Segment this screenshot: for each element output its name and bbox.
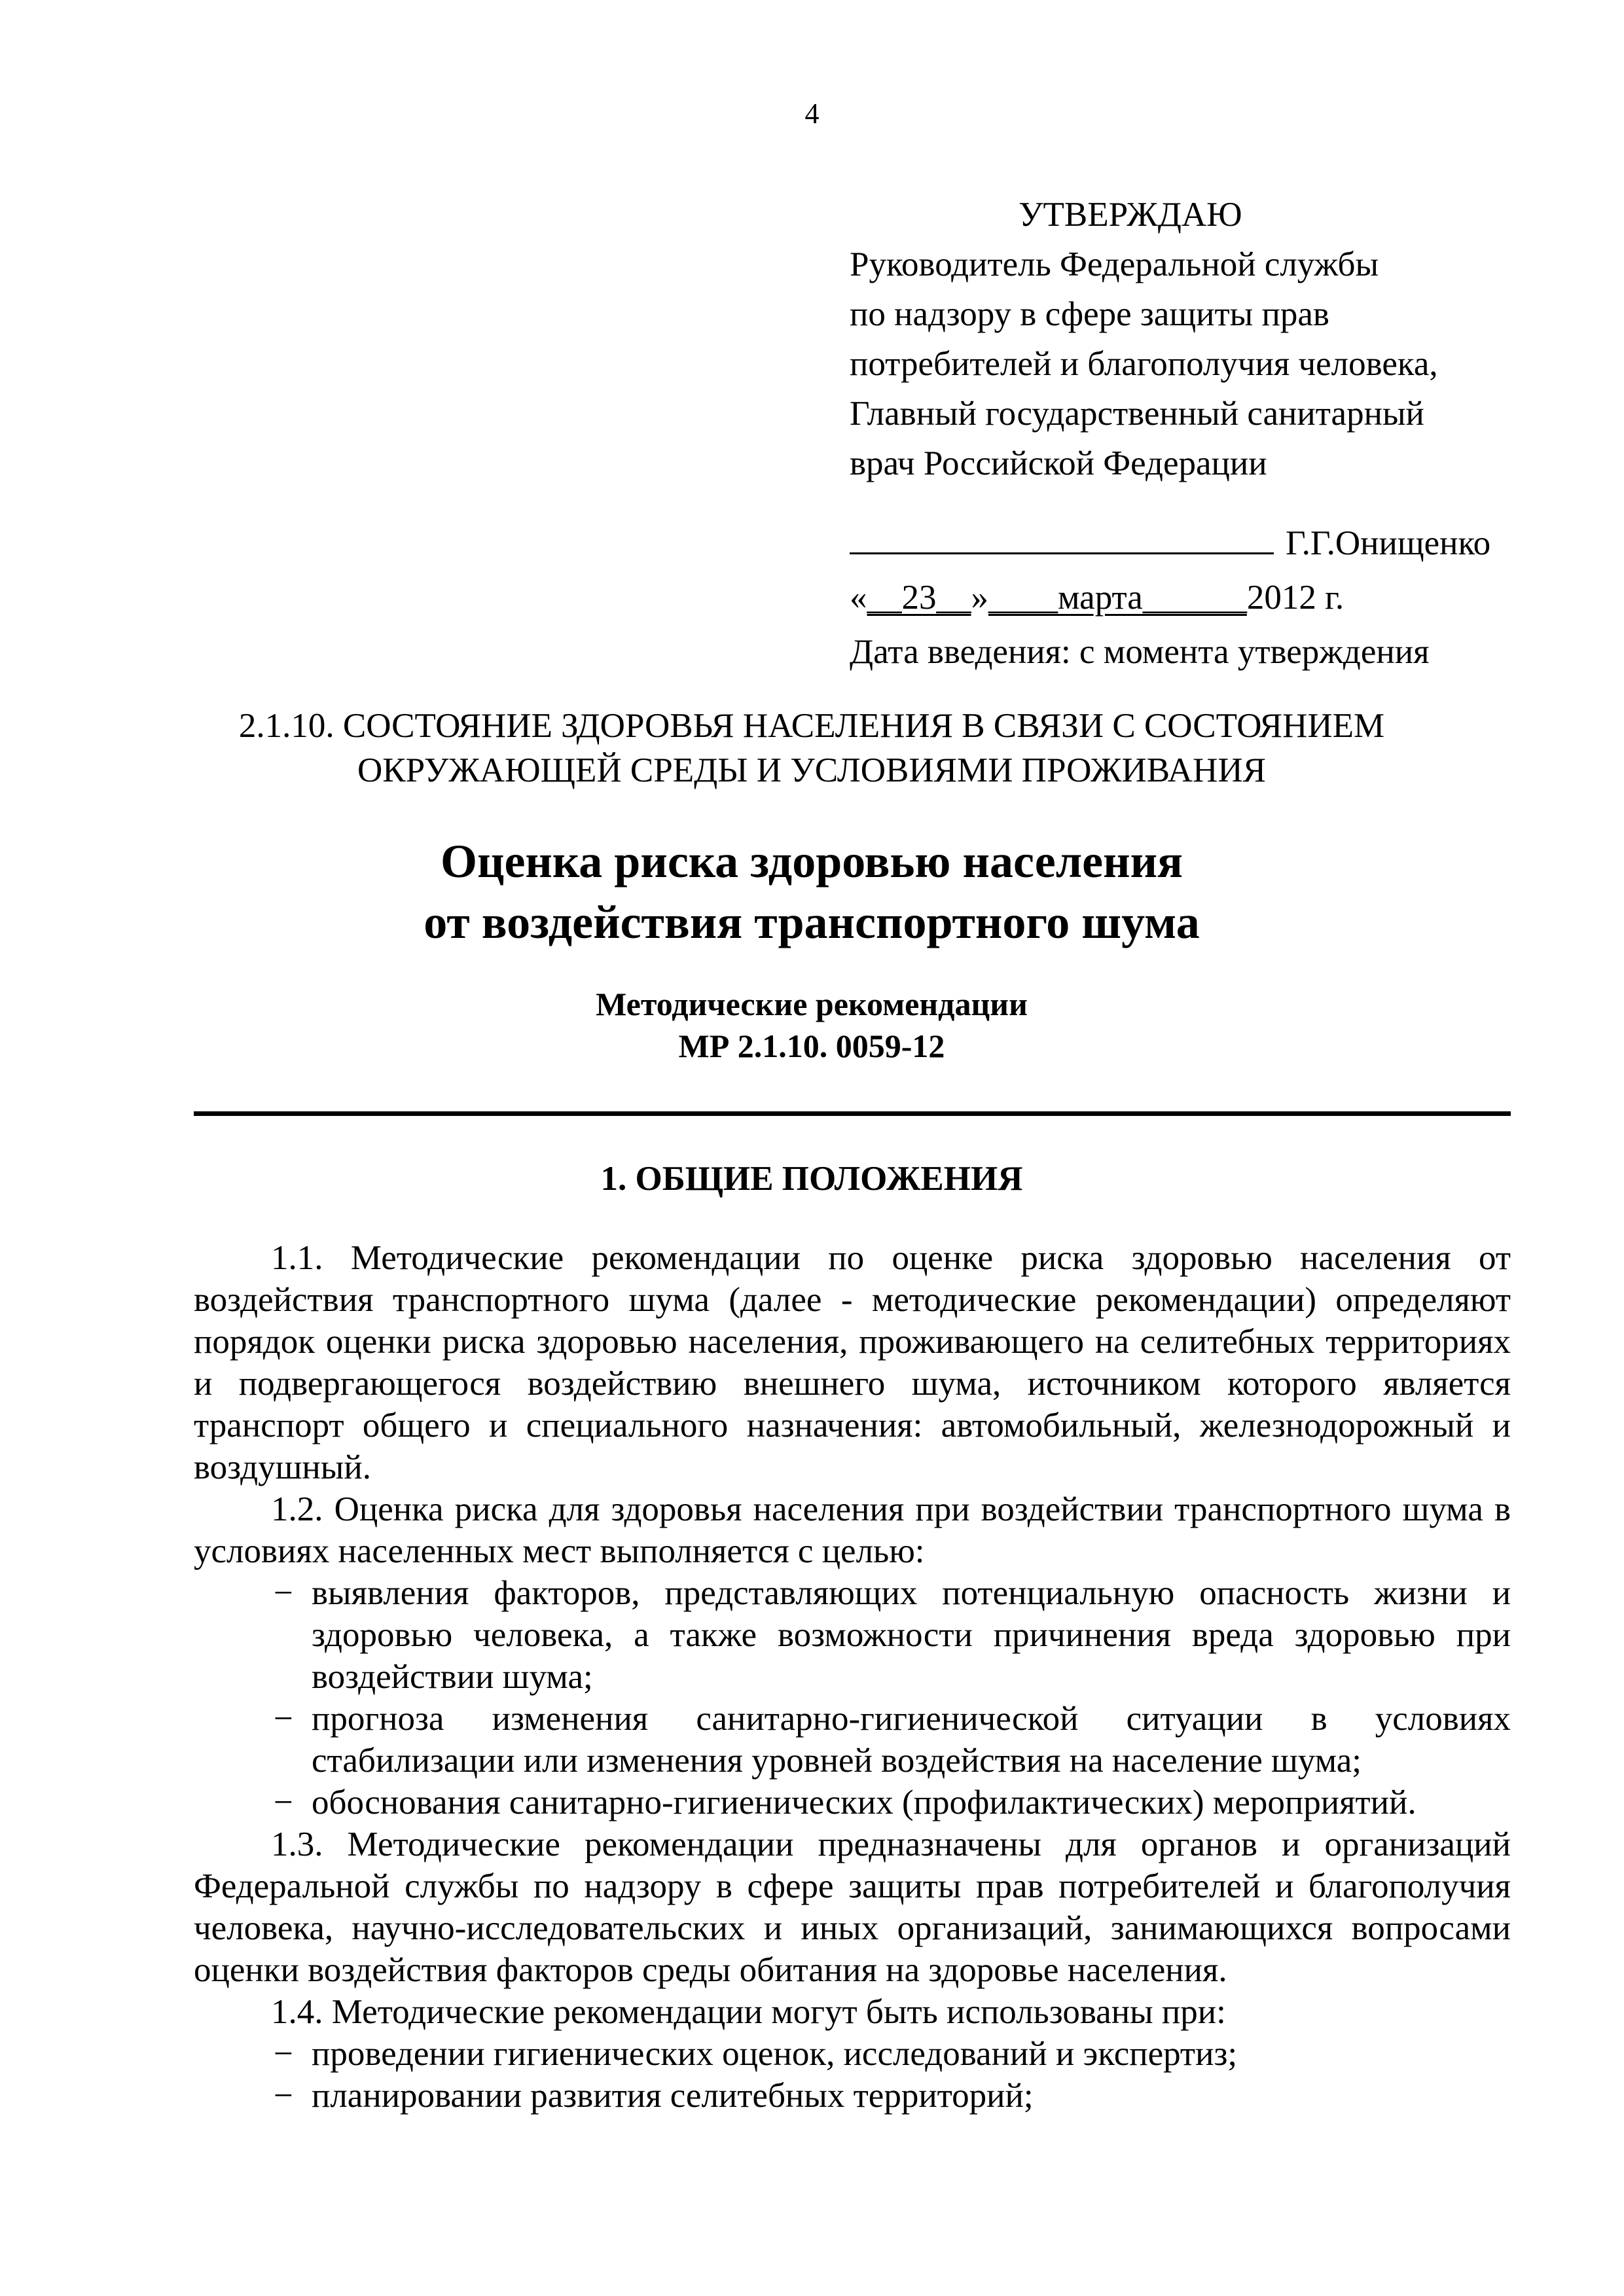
- list-1-2: [194, 1572, 1511, 1823]
- section-header-line-2: ОКРУЖАЮЩЕЙ СРЕДЫ И УСЛОВИЯМИ ПРОЖИВАНИЯ: [357, 751, 1266, 789]
- list-item: [194, 2033, 1511, 2075]
- approval-position-line-2: по надзору в сфере защиты прав: [850, 295, 1329, 333]
- list-item: [194, 2075, 1511, 2117]
- document-subtitle: [194, 983, 1430, 1067]
- approval-title: УТВЕРЖДАЮ: [1019, 196, 1242, 234]
- list-item-text: обоснования санитарно-гигиенических (профилактических) мероприятий.: [312, 1784, 1416, 1821]
- list-item-text: планировании развития селитебных территорий;: [312, 2077, 1034, 2115]
- document-title-line-1: Оценка риска здоровью населения: [440, 835, 1183, 888]
- approval-position-line-4: Главный государственный санитарный: [850, 395, 1424, 433]
- date-open-quote: «: [850, 579, 867, 617]
- paragraph-1-3: 1.3. Методические рекомендации предназначены для органов и организаций Федеральной службы по надзору в сфере защиты прав потребителей и благополучия человека, научно-исследовательских и иных организаций, занимающихся вопросами оценки воздействия факторов среды обитания на здоровье населения.: [194, 1825, 1511, 1989]
- approval-position-line-3: потребителей и благополучия человека,: [850, 345, 1438, 383]
- signature-line: [850, 518, 1274, 554]
- document-number: МР 2.1.10. 0059-12: [678, 1028, 945, 1064]
- signatory-name: Г.Г.Онищенко: [1286, 524, 1491, 562]
- approval-position-line-1: Руководитель Федеральной службы: [850, 245, 1379, 283]
- list-1-4: [194, 2033, 1511, 2117]
- date-close-quote: »: [971, 579, 988, 617]
- document-title: [194, 831, 1430, 953]
- dash-bullet: −: [274, 2035, 293, 2073]
- approval-block: [850, 190, 1543, 488]
- list-item: [194, 1572, 1511, 1698]
- list-item-text: прогноза изменения санитарно-гигиенической ситуации в условиях стабилизации или изменения уровней воздействия на население шума;: [312, 1700, 1511, 1780]
- date-year: 2012 г.: [1246, 579, 1344, 617]
- document-type: Методические рекомендации: [596, 986, 1028, 1022]
- signature-row: [850, 518, 1543, 568]
- list-item: [194, 1698, 1511, 1782]
- approval-date: [850, 573, 1344, 622]
- list-item: [194, 1782, 1511, 1823]
- dash-bullet: −: [274, 1700, 293, 1738]
- dash-bullet: −: [274, 2077, 293, 2115]
- date-day: __23__: [867, 579, 971, 617]
- paragraph-1-4: 1.4. Методические рекомендации могут быть использованы при:: [271, 1993, 1226, 2031]
- paragraph-1-2: 1.2. Оценка риска для здоровья населения при воздействии транспортного шума в условиях населенных мест выполняется с целью:: [194, 1490, 1511, 1570]
- section-header: [194, 704, 1430, 793]
- list-item-text: проведении гигиенических оценок, исследований и экспертиз;: [312, 2035, 1238, 2073]
- dash-bullet: −: [274, 1574, 293, 1612]
- introduction-date: Дата введения: с момента утверждения: [850, 633, 1430, 671]
- document-body: [194, 1237, 1511, 2117]
- list-item-text: выявления факторов, представляющих потенциальную опасность жизни и здоровью человека, а также возможности причинения вреда здоровью при воздействии шума;: [312, 1574, 1511, 1696]
- paragraph-1-1: 1.1. Методические рекомендации по оценке риска здоровью населения от воздействия транспортного шума (далее - методические рекомендации) определяют порядок оценки риска здоровью населения, проживающего на селитебных территориях и подвергающегося воздействию внешнего шума, источником которого является транспорт общего и специального назначения: автомобильный, железнодорожный и воздушный.: [194, 1239, 1511, 1486]
- chapter-heading: 1. ОБЩИЕ ПОЛОЖЕНИЯ: [600, 1160, 1023, 1198]
- page-number: 4: [804, 98, 820, 130]
- horizontal-rule: [194, 1111, 1511, 1116]
- dash-bullet: −: [274, 1784, 293, 1821]
- approval-position-line-5: врач Российской Федерации: [850, 444, 1267, 482]
- document-title-line-2: от воздействия транспортного шума: [424, 896, 1200, 948]
- date-month: ____марта______: [988, 579, 1247, 617]
- section-header-line-1: 2.1.10. СОСТОЯНИЕ ЗДОРОВЬЯ НАСЕЛЕНИЯ В СВЯЗИ С СОСТОЯНИЕМ: [238, 707, 1385, 745]
